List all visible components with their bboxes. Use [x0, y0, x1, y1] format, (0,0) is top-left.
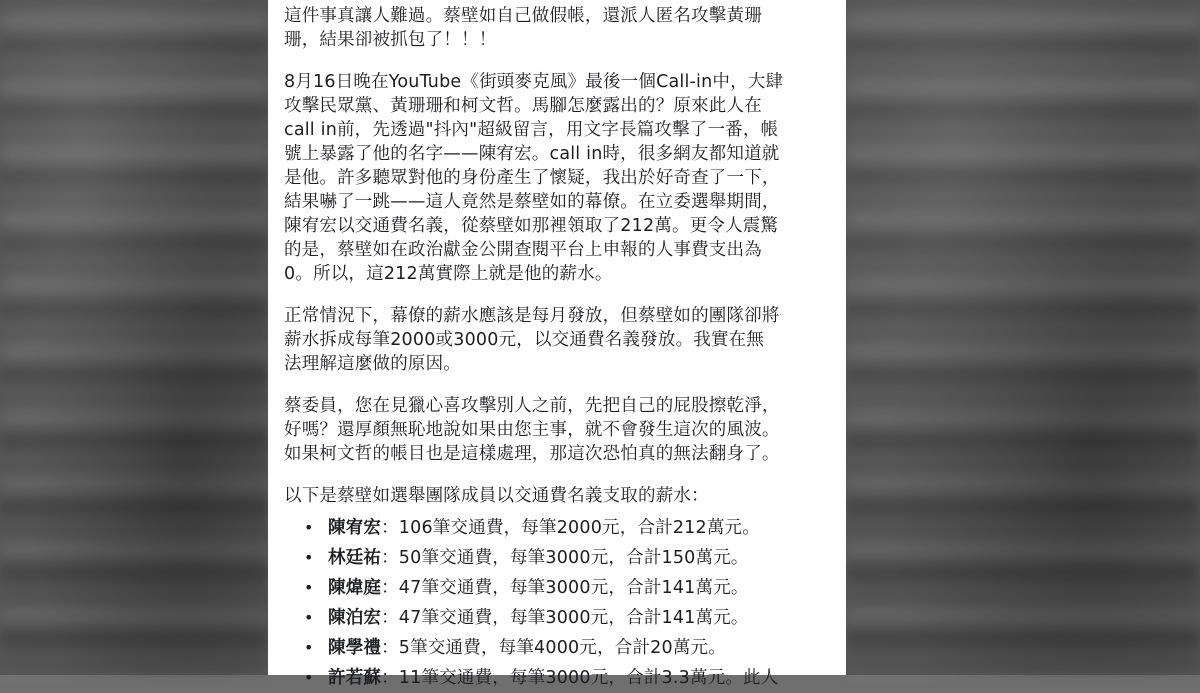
list-item — [304, 543, 836, 573]
list-item — [304, 603, 836, 633]
post-paragraph-3: 正常情況下，幕僚的薪水應該是每月發放，但蔡壁如的團隊卻將 薪水拆成每筆2000或3000元，以交通費名義發放。我實在無 法理解這麼做的原因。 — [284, 306, 780, 374]
post-paragraph-4: 蔡委員，您在見獵心喜攻擊別人之前，先把自己的屁股擦乾淨， 好嗎？還厚顏無恥地說如果由您主事，就不會發生這次的風波。 如果柯文哲的帳目也是這樣處理，那這次恐怕真的無法翻身了。 — [284, 396, 780, 464]
salary-list — [284, 513, 836, 693]
list-item — [304, 573, 836, 603]
payment-detail: ：11筆交通費，每筆3000元，合計3.3萬元。此人 — [381, 668, 779, 688]
post-content — [284, 4, 836, 693]
staff-name: 陳宥宏 — [328, 518, 382, 538]
post-paragraph-2: 8月16日晚在YouTube《街頭麥克風》最後一個Call-in中，大肆 攻擊民眾黨、黃珊珊和柯文哲。馬腳怎麼露出的？原來此人在 call in前，先透過"抖內"超級留言，用文字長篇攻擊了一番，帳 號上暴露了他的名字——陳宥宏。call in時，很多網友都知道就 是他。許多聽眾對他的身份產生了懷疑，我出於好奇查了一下， 結果嚇了一跳——這人竟然是蔡壁如的幕僚。在立委選舉期間， 陳宥宏以交通費名義，從蔡壁如那裡領取了212萬。更令人震驚 的是，蔡壁如在政治獻金公開查閱平台上申報的人事費支出為 0。所以，這212萬實際上就是他的薪水。 — [284, 72, 784, 284]
salary-list-intro: 以下是蔡壁如選舉團隊成員以交通費名義支取的薪水： — [284, 486, 709, 506]
bullet-icon: • — [304, 578, 314, 597]
post-panel — [268, 0, 846, 688]
staff-name: 陳學禮 — [328, 638, 382, 658]
payment-detail: ：5筆交通費，每筆4000元，合計20萬元。 — [381, 638, 726, 658]
staff-name: 林廷祐 — [328, 548, 382, 568]
staff-name: 陳泊宏 — [328, 608, 382, 628]
payment-detail: ：47筆交通費，每筆3000元，合計141萬元。 — [381, 608, 749, 628]
staff-name: 陳煒庭 — [328, 578, 382, 598]
bullet-icon: • — [304, 668, 314, 687]
background-shade-left — [0, 0, 268, 675]
payment-detail: ：106筆交通費，每筆2000元，合計212萬元。 — [381, 518, 760, 538]
bullet-icon: • — [304, 518, 314, 537]
list-item — [304, 633, 836, 663]
bullet-icon: • — [304, 548, 314, 567]
payment-detail: ：47筆交通費，每筆3000元，合計141萬元。 — [381, 578, 749, 598]
list-item — [304, 663, 836, 693]
post-paragraph-1: 這件事真讓人難過。蔡壁如自己做假帳，還派人匿名攻擊黃珊 珊，結果卻被抓包了！！！ — [284, 6, 762, 50]
bullet-icon: • — [304, 638, 314, 657]
list-item — [304, 513, 836, 543]
bullet-icon: • — [304, 608, 314, 627]
staff-name: 許若蘇 — [328, 668, 382, 688]
background-shade-right — [846, 0, 1200, 675]
payment-detail: ：50筆交通費，每筆3000元，合計150萬元。 — [381, 548, 749, 568]
